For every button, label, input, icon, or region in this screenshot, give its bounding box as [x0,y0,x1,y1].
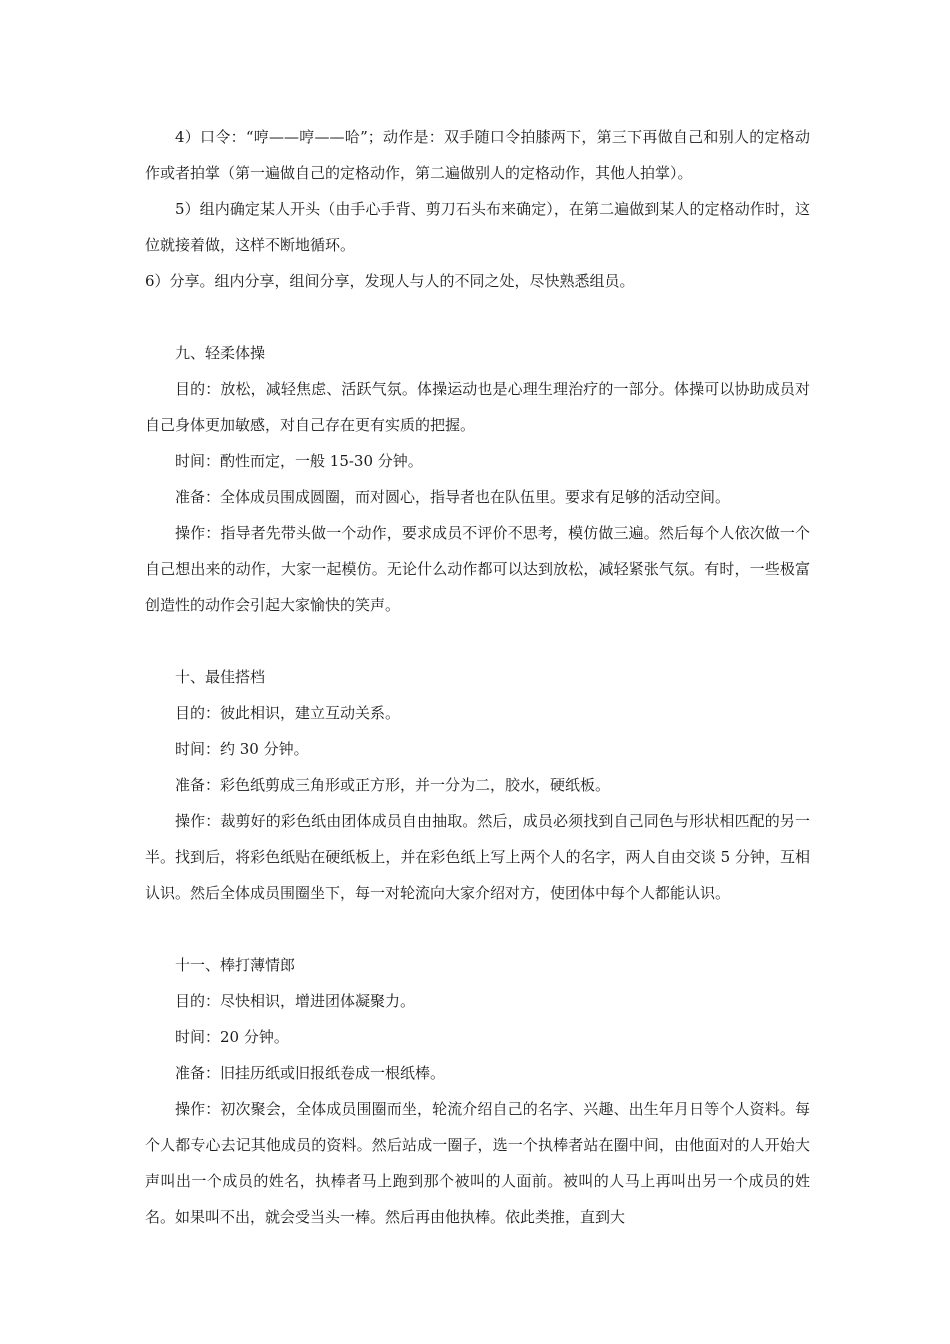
paragraph-step-6: 6）分享。组内分享，组间分享，发现人与人的不同之处，尽快熟悉组员。 [145,272,635,290]
section-gap [145,299,810,335]
section-10-prep: 准备：彩色纸剪成三角形或正方形，并一分为二，胶水，硬纸板。 [175,776,611,794]
paragraph-step-4: 4）口令：“哼——哼——哈”；动作是：双手随口令拍膝两下，第三下再做自己和别人的定格动作或者拍掌（第一遍做自己的定格动作，第二遍做别人的定格动作，其他人拍掌）。 [145,128,810,182]
section-10-time: 时间：约 30 分钟。 [175,740,309,758]
section-heading-9: 九、轻柔体操 [175,344,266,362]
section-9-time: 时间：酌性而定，一般 15-30 分钟。 [175,452,423,470]
section-11-time: 时间：20 分钟。 [175,1028,289,1046]
section-11-operation: 操作：初次聚会，全体成员围圈而坐，轮流介绍自己的名字、兴趣、出生年月日等个人资料。每个人都专心去记其他成员的资料。然后站成一圈子，选一个执棒者站在圈中间，由他面对的人开始大声叫出一个成员的姓名，执棒者马上跑到那个被叫的人面前。被叫的人马上再叫出另一个成员的姓名。如果叫不出，就会受当头一棒。然后再由他执棒。依此类推，直到大 [145,1100,810,1226]
section-9-prep: 准备：全体成员围成圆圈，而对圆心，指导者也在队伍里。要求有足够的活动空间。 [175,488,731,506]
section-gap [145,623,810,659]
section-11-purpose: 目的：尽快相识，增进团体凝聚力。 [175,992,416,1010]
paragraph-step-5: 5）组内确定某人开头（由手心手背、剪刀石头布来确定），在第二遍做到某人的定格动作时，这位就接着做，这样不断地循环。 [145,200,810,254]
section-10-purpose: 目的：彼此相识，建立互动关系。 [175,704,401,722]
section-heading-11: 十一、棒打薄情郎 [175,956,296,974]
document-body [145,119,810,1235]
section-gap [145,911,810,947]
section-9-operation: 操作：指导者先带头做一个动作，要求成员不评价不思考，模仿做三遍。然后每个人依次做一个自己想出来的动作，大家一起模仿。无论什么动作都可以达到放松，减轻紧张气氛。有时，一些极富创造性的动作会引起大家愉快的笑声。 [145,524,810,614]
section-heading-10: 十、最佳搭档 [175,668,266,686]
section-11-prep: 准备：旧挂历纸或旧报纸卷成一根纸棒。 [175,1064,446,1082]
section-9-purpose: 目的：放松，减轻焦虑、活跃气氛。体操运动也是心理生理治疗的一部分。体操可以协助成员对自己身体更加敏感，对自己存在更有实质的把握。 [145,380,810,434]
section-10-operation: 操作：裁剪好的彩色纸由团体成员自由抽取。然后，成员必须找到自己同色与形状相匹配的另一半。找到后，将彩色纸贴在硬纸板上，并在彩色纸上写上两个人的名字，两人自由交谈 5 分钟，互相认识。然后全体成员围圈坐下，每一对轮流向大家介绍对方，使团体中每个人都能认识。 [145,812,810,902]
